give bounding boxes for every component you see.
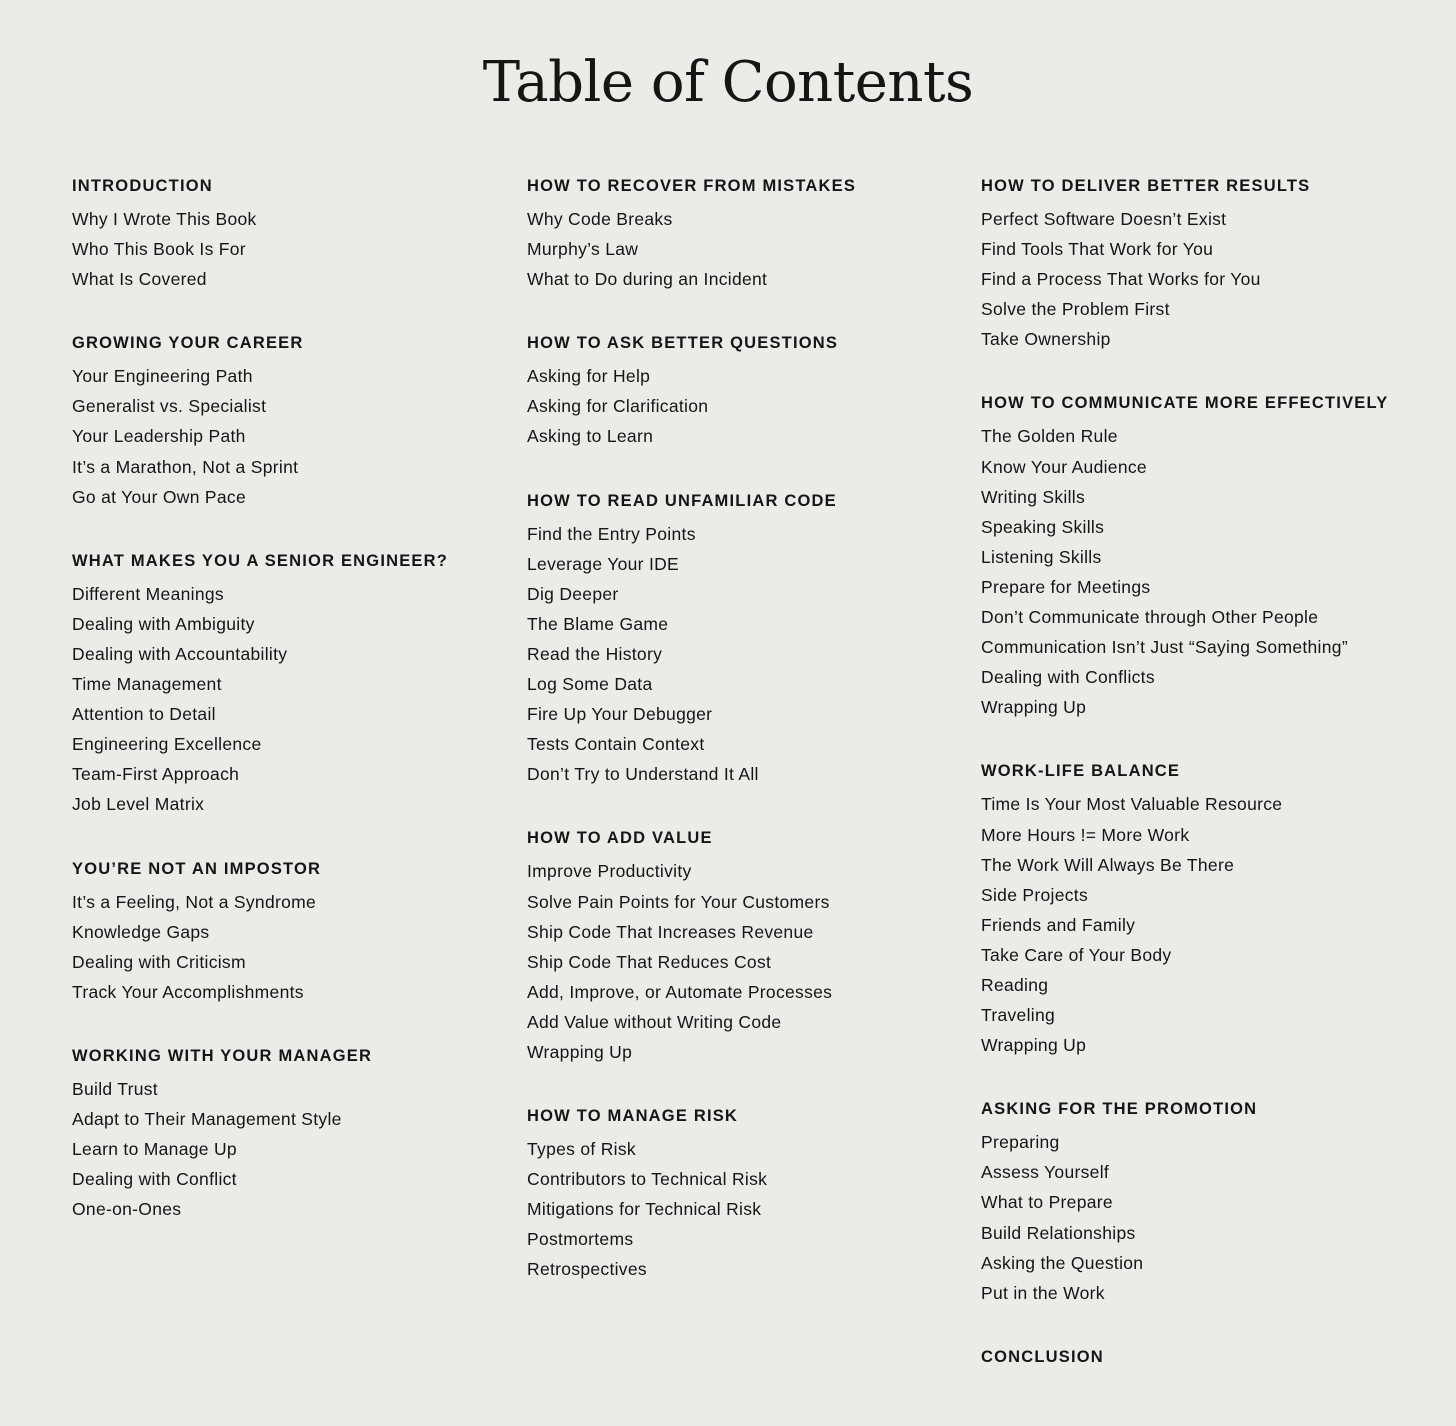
toc-entry[interactable]: What to Do during an Incident	[527, 269, 768, 290]
toc-entry[interactable]: Know Your Audience	[981, 456, 1147, 477]
toc-entry[interactable]: Assess Yourself	[981, 1162, 1110, 1183]
toc-entry[interactable]: Your Leadership Path	[72, 426, 246, 447]
toc-section	[72, 325, 512, 511]
toc-entry[interactable]: Build Relationships	[981, 1222, 1136, 1243]
toc-entry[interactable]: Generalist vs. Specialist	[72, 396, 267, 417]
toc-entry[interactable]: Don’t Communicate through Other People	[981, 607, 1319, 628]
toc-entry[interactable]: Wrapping Up	[527, 1041, 633, 1062]
section-item-list	[981, 789, 1421, 1060]
toc-entry[interactable]: Asking the Question	[981, 1252, 1144, 1273]
toc-column-2	[527, 168, 967, 1316]
section-heading[interactable]: WORKING WITH YOUR MANAGER	[72, 1046, 373, 1065]
toc-entry[interactable]: Friends and Family	[981, 914, 1136, 935]
toc-entry[interactable]: Solve the Problem First	[981, 299, 1170, 320]
toc-entry[interactable]: Writing Skills	[981, 486, 1086, 507]
toc-entry[interactable]: Contributors to Technical Risk	[527, 1169, 768, 1190]
section-heading[interactable]: HOW TO COMMUNICATE MORE EFFECTIVELY	[981, 394, 1389, 413]
toc-entry[interactable]: It’s a Marathon, Not a Sprint	[72, 456, 299, 477]
toc-column-1	[72, 168, 512, 1255]
toc-entry[interactable]: It’s a Feeling, Not a Syndrome	[72, 891, 317, 912]
toc-entry[interactable]: Find the Entry Points	[527, 523, 696, 544]
toc-entry[interactable]: Who This Book Is For	[72, 239, 246, 260]
toc-entry[interactable]: Side Projects	[981, 884, 1089, 905]
toc-section	[72, 851, 512, 1007]
toc-entry[interactable]: Engineering Excellence	[72, 734, 262, 755]
toc-entry[interactable]: Ship Code That Reduces Cost	[527, 951, 772, 972]
toc-entry[interactable]: Prepare for Meetings	[981, 576, 1151, 597]
toc-entry[interactable]: Add, Improve, or Automate Processes	[527, 981, 833, 1002]
toc-entry[interactable]: Retrospectives	[527, 1259, 647, 1280]
toc-entry[interactable]: Listening Skills	[981, 546, 1102, 567]
toc-entry[interactable]: Traveling	[981, 1005, 1056, 1026]
toc-entry[interactable]: Job Level Matrix	[72, 794, 205, 815]
section-heading[interactable]: WORK-LIFE BALANCE	[981, 762, 1181, 781]
toc-section	[981, 168, 1421, 354]
toc-section	[527, 483, 967, 790]
toc-entry[interactable]: The Work Will Always Be There	[981, 854, 1235, 875]
toc-entry[interactable]: Reading	[981, 974, 1049, 995]
toc-entry[interactable]: More Hours != More Work	[981, 824, 1190, 845]
toc-entry[interactable]: Find Tools That Work for You	[981, 239, 1214, 260]
toc-entry[interactable]: Knowledge Gaps	[72, 921, 210, 942]
toc-section	[72, 1038, 512, 1224]
toc-entry[interactable]: Leverage Your IDE	[527, 553, 680, 574]
toc-entry[interactable]: Build Trust	[72, 1078, 158, 1099]
toc-entry[interactable]: Different Meanings	[72, 583, 224, 604]
toc-entry[interactable]: Postmortems	[527, 1229, 634, 1250]
toc-entry[interactable]: What to Prepare	[981, 1192, 1113, 1213]
toc-entry[interactable]: Asking for Help	[527, 366, 651, 387]
toc-entry[interactable]: Perfect Software Doesn’t Exist	[981, 209, 1227, 229]
toc-entry[interactable]: Why I Wrote This Book	[72, 209, 257, 229]
section-item-list	[527, 1134, 967, 1284]
toc-entry[interactable]: Fire Up Your Debugger	[527, 704, 713, 725]
toc-section	[527, 168, 967, 294]
toc-entry[interactable]: Asking to Learn	[527, 426, 654, 447]
section-heading[interactable]: HOW TO ADD VALUE	[527, 829, 713, 848]
toc-entry[interactable]: Attention to Detail	[72, 704, 216, 725]
toc-entry[interactable]: Asking for Clarification	[527, 396, 709, 417]
toc-entry[interactable]: Solve Pain Points for Your Customers	[527, 891, 830, 912]
section-heading[interactable]: CONCLUSION	[981, 1347, 1104, 1366]
toc-entry[interactable]: Dig Deeper	[527, 583, 619, 604]
toc-entry[interactable]: Types of Risk	[527, 1139, 636, 1160]
section-heading[interactable]: INTRODUCTION	[72, 177, 213, 195]
section-heading[interactable]: ASKING FOR THE PROMOTION	[981, 1100, 1258, 1119]
section-heading[interactable]: YOU’RE NOT AN IMPOSTOR	[72, 859, 322, 878]
toc-entry[interactable]: Learn to Manage Up	[72, 1139, 237, 1160]
toc-entry[interactable]: Murphy’s Law	[527, 239, 639, 260]
toc-entry[interactable]: Improve Productivity	[527, 861, 692, 882]
toc-entry[interactable]: Time Management	[72, 674, 222, 695]
section-heading[interactable]: HOW TO ASK BETTER QUESTIONS	[527, 334, 839, 353]
toc-entry[interactable]: The Blame Game	[527, 613, 669, 634]
section-heading[interactable]: GROWING YOUR CAREER	[72, 334, 304, 353]
toc-column-3	[981, 168, 1421, 1406]
section-heading[interactable]: HOW TO RECOVER FROM MISTAKES	[527, 177, 857, 195]
toc-section	[72, 543, 512, 820]
section-item-list	[72, 204, 512, 294]
section-item-list	[981, 1127, 1421, 1308]
section-heading[interactable]: HOW TO MANAGE RISK	[527, 1107, 739, 1126]
toc-entry[interactable]: Take Care of Your Body	[981, 944, 1172, 965]
toc-entry[interactable]: Dealing with Ambiguity	[72, 613, 255, 634]
toc-entry[interactable]: Tests Contain Context	[527, 734, 705, 755]
section-item-list	[72, 361, 512, 511]
toc-entry[interactable]: Team-First Approach	[72, 764, 240, 785]
toc-entry[interactable]: Why Code Breaks	[527, 209, 673, 229]
toc-entry[interactable]: Wrapping Up	[981, 1035, 1087, 1056]
toc-entry[interactable]: Add Value without Writing Code	[527, 1011, 782, 1032]
toc-section	[527, 820, 967, 1067]
section-item-list	[981, 204, 1421, 354]
toc-entry[interactable]: One-on-Ones	[72, 1199, 182, 1220]
toc-entry[interactable]: Dealing with Conflicts	[981, 667, 1155, 688]
section-item-list	[527, 361, 967, 451]
toc-entry[interactable]: Read the History	[527, 643, 663, 664]
toc-section	[527, 325, 967, 451]
toc-entry[interactable]: Dealing with Accountability	[72, 643, 288, 664]
section-item-list	[72, 1074, 512, 1224]
page-title: Table of Contents	[482, 50, 974, 115]
toc-entry[interactable]: The Golden Rule	[981, 426, 1118, 447]
toc-entry[interactable]: Ship Code That Increases Revenue	[527, 921, 814, 942]
toc-entry[interactable]: Take Ownership	[981, 329, 1111, 350]
toc-section	[981, 1091, 1421, 1308]
toc-entry[interactable]: Put in the Work	[981, 1282, 1105, 1303]
section-item-list	[72, 579, 512, 820]
toc-entry[interactable]: Time Is Your Most Valuable Resource	[981, 794, 1283, 815]
toc-entry[interactable]: Find a Process That Works for You	[981, 269, 1261, 290]
toc-entry[interactable]: What Is Covered	[72, 269, 207, 290]
toc-entry[interactable]: Dealing with Conflict	[72, 1169, 237, 1190]
toc-section	[527, 1098, 967, 1284]
toc-entry[interactable]: Preparing	[981, 1132, 1060, 1153]
toc-section	[981, 385, 1421, 722]
section-item-list	[527, 856, 967, 1067]
toc-entry[interactable]: Go at Your Own Pace	[72, 486, 247, 507]
toc-entry[interactable]: Mitigations for Technical Risk	[527, 1199, 762, 1220]
toc-entry[interactable]: Track Your Accomplishments	[72, 981, 304, 1002]
section-item-list	[527, 204, 967, 294]
toc-entry[interactable]: Speaking Skills	[981, 516, 1105, 537]
toc-entry[interactable]: Wrapping Up	[981, 697, 1087, 718]
toc-entry[interactable]: Adapt to Their Management Style	[72, 1108, 342, 1129]
toc-entry[interactable]: Log Some Data	[527, 674, 653, 695]
section-item-list	[981, 421, 1421, 722]
section-item-list	[527, 519, 967, 790]
section-heading[interactable]: WHAT MAKES YOU A SENIOR ENGINEER?	[72, 551, 449, 570]
toc-entry[interactable]: Communication Isn’t Just “Saying Something”	[981, 637, 1348, 658]
toc-entry[interactable]: Dealing with Criticism	[72, 951, 246, 972]
toc-section	[981, 753, 1421, 1060]
section-item-list	[72, 887, 512, 1007]
toc-section	[981, 1339, 1421, 1375]
section-heading[interactable]: HOW TO DELIVER BETTER RESULTS	[981, 177, 1311, 195]
toc-section	[72, 168, 512, 294]
toc-entry[interactable]: Don’t Try to Understand It All	[527, 764, 759, 785]
toc-entry[interactable]: Your Engineering Path	[72, 366, 253, 387]
section-heading[interactable]: HOW TO READ UNFAMILIAR CODE	[527, 491, 837, 510]
